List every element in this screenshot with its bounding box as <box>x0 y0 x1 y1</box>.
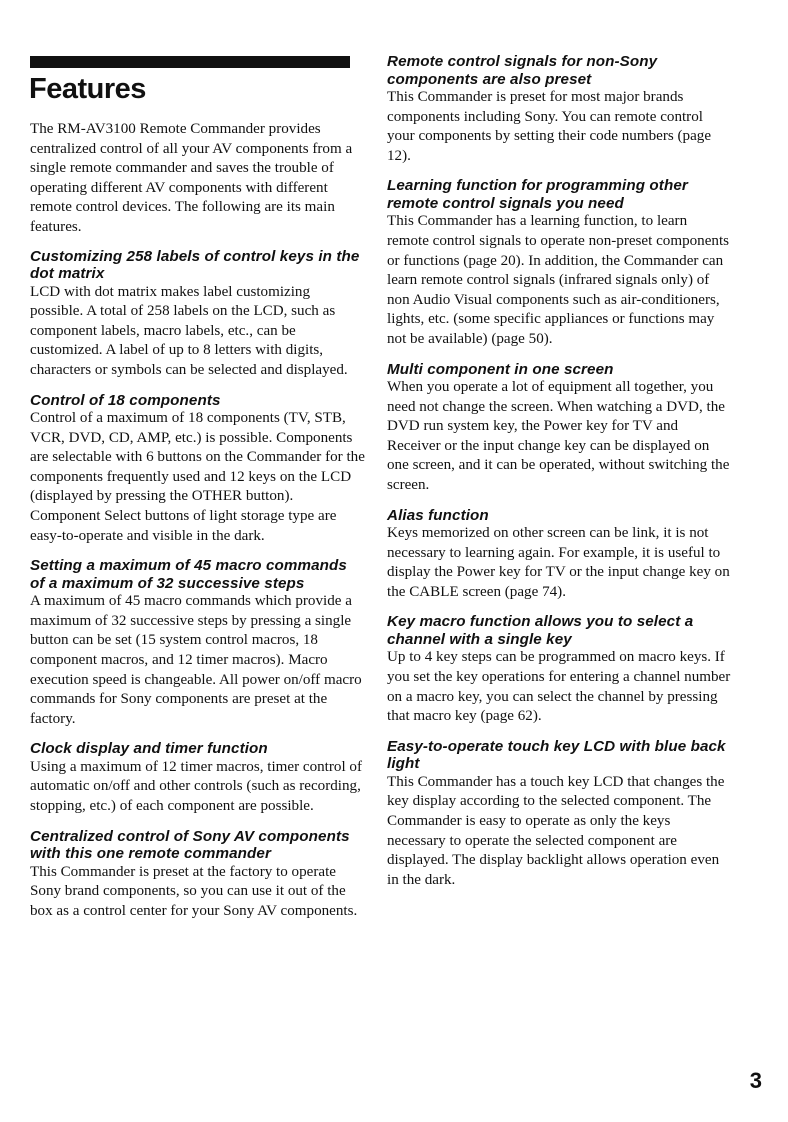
feature-heading: Easy-to-operate touch key LCD with blue back light <box>387 737 726 773</box>
feature-body: This Commander has a learning function, to learn remote control signals to operate non-preset components or functions (page 20). In addition, the Commander can learn remote control signals (infrared signals only) of non Audio Visual components such as air-conditioners, lights, etc. (some specific appliances or functions may not be available) (page 50). <box>387 213 730 347</box>
title-rule <box>30 56 350 68</box>
feature-heading: Remote control signals for non-Sony components are also preset <box>387 53 658 88</box>
feature-heading: Setting a maximum of 45 macro commands of a maximum of 32 successive steps <box>30 557 347 592</box>
feature-body: LCD with dot matrix makes label customizing possible. A total of 258 labels on the LCD, such as component labels, macro labels, etc., can be customized. A label of up to 8 letters with digits, characters or symbols can be selected and displayed. <box>30 283 348 378</box>
feature-section <box>30 557 365 729</box>
feature-body: This Commander is preset for most major brands components including Sony. You can remote control your components by setting their code numbers (page 12). <box>387 89 712 164</box>
feature-heading: Key macro function allows you to select a channel with a single key <box>387 613 694 648</box>
feature-section <box>30 828 365 922</box>
feature-body: This Commander is preset at the factory to operate Sony brand components, so you can use it out of the box as a control center for your Sony AV components. <box>30 863 358 919</box>
feature-section <box>387 53 732 166</box>
right-column <box>387 53 732 901</box>
feature-heading: Alias function <box>387 506 489 524</box>
feature-section <box>387 177 732 349</box>
feature-section <box>30 248 365 381</box>
feature-body: Up to 4 key steps can be programmed on macro keys. If you set the key operations for entering a channel number on a macro key, you can select the channel by pressing that macro key (page 62). <box>387 649 731 725</box>
page-number: 3 <box>749 1068 762 1093</box>
feature-heading: Centralized control of Sony AV components with this one remote commander <box>30 827 350 863</box>
page-title: Features <box>29 73 146 105</box>
feature-section <box>387 613 732 726</box>
intro-paragraph: The RM-AV3100 Remote Commander provides centralized control of all your AV components from a single remote commander and saves the trouble of operating different AV components with different remote control devices. The following are its main features. <box>30 121 353 235</box>
feature-body: A maximum of 45 macro commands which provide a maximum of 32 successive steps by pressing a single button can be set (15 system control macros, 18 component macros, and 12 timer macros). Macro execution speed is changeable. All power on/off macro commands for Sony components are preset at the factory. <box>30 593 362 727</box>
feature-body: This Commander has a touch key LCD that changes the key display according to the selected component. The Commander is easy to operate as only the keys necessary to operate the selected component are displayed. The display backlight allows operation even in the dark. <box>387 773 725 888</box>
feature-heading: Clock display and timer function <box>30 740 268 758</box>
feature-heading: Customizing 258 labels of control keys in the dot matrix <box>30 247 360 283</box>
feature-section <box>30 392 365 547</box>
feature-heading: Control of 18 components <box>30 391 221 409</box>
feature-body: When you operate a lot of equipment all together, you need not change the screen. When watching a DVD, the DVD run system key, the Power key for TV and Receiver or the input change key can be displayed on one screen, and it can be operated, without switching the screen. <box>387 379 730 493</box>
feature-heading: Learning function for programming other remote control signals you need <box>387 177 688 212</box>
feature-section <box>387 507 732 603</box>
feature-section <box>387 361 732 496</box>
feature-body: Keys memorized on other screen can be link, it is not necessary to learning again. For example, it is useful to display the Power key for TV or the input change key on the CABLE screen (page 74). <box>387 525 730 600</box>
feature-section <box>30 740 365 816</box>
feature-body: Control of a maximum of 18 components (TV, STB, VCR, DVD, CD, AMP, etc.) is possible. Components are selectable with 6 buttons on the Commander for the components frequently used and 12 keys on the LCD (displayed by pressing the OTHER button). Component Select buttons of light storage type are easy-to-operate and visible in the dark. <box>30 410 365 544</box>
feature-heading: Multi component in one screen <box>387 360 614 378</box>
feature-section <box>387 738 732 891</box>
left-column <box>30 120 365 932</box>
feature-body: Using a maximum of 12 timer macros, timer control of automatic on/off and other controls (such as recording, stopping, etc.) of each component are possible. <box>30 758 362 815</box>
